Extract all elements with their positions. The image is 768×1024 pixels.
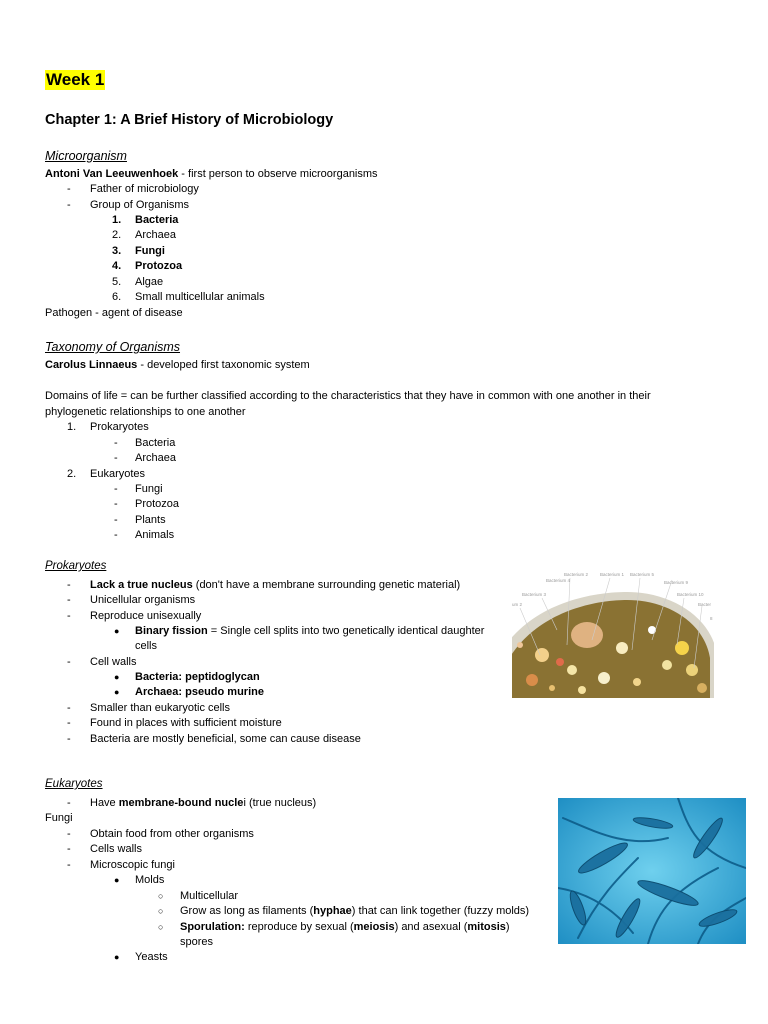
- list-number: 5.: [112, 276, 122, 288]
- figure-label: Bacter: [698, 602, 712, 607]
- dash-marker: -: [114, 437, 118, 449]
- group-item-protozoa: Protozoa: [135, 260, 183, 272]
- dash-marker: -: [67, 702, 71, 714]
- dash-marker: -: [67, 656, 71, 668]
- list-number: 4.: [112, 260, 122, 272]
- nuclei-rest: i (true nucleus): [243, 797, 317, 809]
- microorganism-heading: Microorganism: [45, 149, 127, 163]
- list-item: Protozoa: [135, 498, 180, 510]
- dash-marker: -: [67, 594, 71, 606]
- linnaeus-desc: - developed first taxonomic system: [137, 359, 310, 371]
- fungi-micrograph-image: [558, 798, 746, 944]
- circle-marker: ○: [158, 891, 164, 901]
- dash-marker: -: [67, 797, 71, 809]
- group-item-algae: Algae: [135, 276, 164, 288]
- nuclei-pre: Have: [90, 797, 119, 809]
- figure-label: Bacterium 4: [546, 578, 571, 583]
- sporulation-line: [180, 920, 510, 934]
- list-item: Bacteria are mostly beneficial, some can cause disease: [90, 733, 361, 745]
- list-item: Father of microbiology: [90, 183, 199, 195]
- figure-label: um 2: [512, 602, 523, 607]
- group-item-animals: Small multicellular animals: [135, 291, 265, 303]
- list-item: Multicellular: [180, 890, 239, 902]
- bullet-marker: ●: [114, 672, 120, 682]
- petri-dish-svg: [512, 570, 714, 698]
- eukaryotes-heading: Eukaryotes: [45, 778, 103, 790]
- hyphae-pre: Grow as long as filaments (: [180, 905, 314, 917]
- dash-marker: -: [114, 452, 118, 464]
- list-number: 3.: [112, 245, 122, 257]
- circle-marker: ○: [158, 906, 164, 916]
- sporulation-c: ): [505, 921, 510, 933]
- spores-cont: spores: [180, 936, 214, 948]
- figure-label: 8: [710, 616, 713, 621]
- micrograph-svg: [558, 798, 746, 944]
- group-item-bacteria: Bacteria: [135, 214, 179, 226]
- bullet-marker: ●: [114, 952, 120, 962]
- list-item: Archaea: [135, 452, 176, 464]
- dash-marker: -: [67, 717, 71, 729]
- list-number: 6.: [112, 291, 122, 303]
- figure-label: Bacterium 9: [664, 580, 689, 585]
- list-item: Cell walls: [90, 656, 137, 668]
- dash-marker: -: [67, 828, 71, 840]
- nuclei-bold: membrane-bound nucle: [118, 797, 244, 809]
- nuclei-line: [90, 796, 316, 810]
- nucleus-rest: (don't have a membrane surrounding genetic material): [192, 579, 461, 591]
- list-item: Fungi: [135, 483, 163, 495]
- wall-archaea: Archaea: pseudo murine: [135, 686, 264, 698]
- figure-label: Bacterium 2: [564, 572, 589, 577]
- petri-dish-image: [512, 570, 714, 698]
- list-item: Yeasts: [135, 951, 168, 963]
- figure-label: Bacterium 3: [522, 592, 547, 597]
- list-item: Molds: [135, 874, 165, 886]
- fission-line: [135, 624, 484, 638]
- dash-marker: -: [114, 498, 118, 510]
- list-item: Bacteria: [135, 437, 176, 449]
- leeuwenhoek-name: Antoni Van Leeuwenhoek: [45, 168, 179, 180]
- dash-marker: -: [67, 579, 71, 591]
- group-item-fungi: Fungi: [135, 245, 165, 257]
- dash-marker: -: [114, 529, 118, 541]
- dash-marker: -: [67, 859, 71, 871]
- list-item: Obtain food from other organisms: [90, 828, 254, 840]
- list-number: 2.: [67, 468, 77, 480]
- fission-rest: = Single cell splits into two genetically identical daughter: [207, 625, 485, 637]
- bullet-marker: ●: [114, 687, 120, 697]
- figure-label: Bacterium 10: [677, 592, 704, 597]
- taxonomy-heading: Taxonomy of Organisms: [45, 340, 181, 354]
- list-item: Microscopic fungi: [90, 859, 175, 871]
- sporulation-b: ) and asexual (: [394, 921, 468, 933]
- list-item: Plants: [135, 514, 166, 526]
- dash-marker: -: [67, 610, 71, 622]
- nucleus-bold: Lack a true nucleus: [90, 579, 193, 591]
- figure-label: Bacterium 5: [630, 572, 655, 577]
- fungi-label: Fungi: [45, 812, 73, 824]
- prokaryotes-item: Prokaryotes: [90, 421, 149, 433]
- nucleus-line: [90, 578, 460, 592]
- hyphae-line: [180, 904, 529, 918]
- wall-bacteria: Bacteria: peptidoglycan: [135, 671, 260, 683]
- figure-label: Bacterium 1: [600, 572, 625, 577]
- pathogen-line: Pathogen - agent of disease: [45, 307, 183, 319]
- domains-line-1: Domains of life = can be further classified according to the characteristics that they have in common with one another in their: [45, 390, 651, 402]
- list-item: Unicellular organisms: [90, 594, 196, 606]
- list-number: 2.: [112, 229, 122, 241]
- list-number: 1.: [67, 421, 77, 433]
- list-item: Smaller than eukaryotic cells: [90, 702, 231, 714]
- leeuwenhoek-desc: - first person to observe microorganisms: [178, 168, 378, 180]
- bullet-marker: ●: [114, 626, 120, 636]
- list-item: Cells walls: [90, 843, 142, 855]
- sporulation-a: reproduce by sexual (: [244, 921, 354, 933]
- meiosis-bold: meiosis: [353, 921, 395, 933]
- chapter-title: Chapter 1: A Brief History of Microbiology: [45, 112, 334, 128]
- group-item-archaea: Archaea: [135, 229, 176, 241]
- prokaryotes-heading: Prokaryotes: [45, 560, 107, 572]
- week-title: Week 1: [46, 70, 105, 89]
- hyphae-rest: ) that can link together (fuzzy molds): [351, 905, 530, 917]
- linnaeus-line: [45, 358, 310, 372]
- dash-marker: -: [67, 733, 71, 745]
- list-item: Animals: [135, 529, 175, 541]
- dash-marker: -: [114, 514, 118, 526]
- bullet-marker: ●: [114, 875, 120, 885]
- domains-line-2: phylogenetic relationships to one another: [45, 406, 246, 418]
- list-item: Reproduce unisexually: [90, 610, 202, 622]
- mitosis-bold: mitosis: [467, 921, 506, 933]
- list-number: 1.: [112, 214, 122, 226]
- fission-cont: cells: [135, 640, 158, 652]
- list-item: Group of Organisms: [90, 199, 190, 211]
- dash-marker: -: [67, 843, 71, 855]
- list-item: Found in places with sufficient moisture: [90, 717, 282, 729]
- leeuwenhoek-line: [45, 167, 378, 181]
- linnaeus-name: Carolus Linnaeus: [45, 359, 138, 371]
- dash-marker: -: [67, 183, 71, 195]
- sporulation-bold: Sporulation:: [180, 921, 245, 933]
- circle-marker: ○: [158, 922, 164, 932]
- dash-marker: -: [114, 483, 118, 495]
- dash-marker: -: [67, 199, 71, 211]
- fission-bold: Binary fission: [135, 625, 208, 637]
- hyphae-bold: hyphae: [313, 905, 352, 917]
- eukaryotes-item: Eukaryotes: [90, 468, 146, 480]
